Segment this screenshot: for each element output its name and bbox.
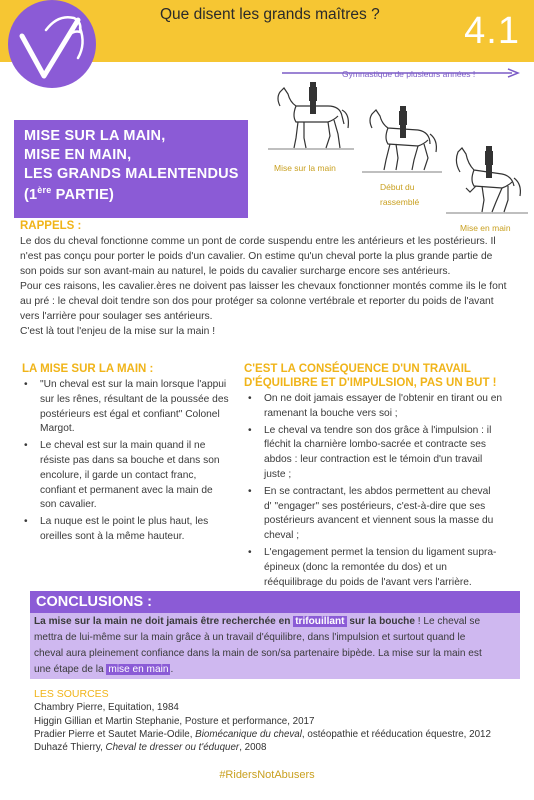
left-col-list [20,378,234,545]
title-line-4: (1ère PARTIE) [24,185,114,203]
logo-horse-check-icon [0,0,110,120]
figure-caption-mise-sur-la-main: Mise sur la main [274,163,336,173]
highlight-mise-en-main: mise en main [108,664,169,675]
list-item: • En se contractant, les abdos permettent au cheval d' "engager" ses postérieurs, c'est-à-dire que ses postérieurs avancent et viennent sous la masse du cheval ; [248,485,494,542]
source-item: Higgin Gillian et Martin Stephanie, Posture et performance, 2017 [34,716,315,727]
section-number: 4.1 [464,10,520,52]
source-item: Duhazé Thierry, Cheval te dresser ou t'éduquer, 2008 [34,742,267,752]
rappels-body: Le dos du cheval fonctionne comme un pont de corde suspendu entre les antérieurs et les postérieurs. Il n'est pas conçu pour porter le poids d'un cavalier. On estime qu'un cheval porte la plus grande partie de son poids sur son avant-main au naturel, le poids du cavalier surcharge encore ses antérieurs. Pour ces raisons, les cavalier.ères ne doivent pas laisser les chevaux fonctionner montés comme ils le font au pré : le cheval doit tendre son dos pour protéger sa colonne vertébrale et reporter du poids de l'avant vers l'arrière pour soulager ses antérieurs. C'est là tout l'enjeu de la mise sur la main ! [20,236,507,337]
list-item: • Le cheval est sur la main quand il ne résiste pas dans sa bouche et dans son encolure, il garde un contact franc, confiant et permanent avec la main de son cavalier. [24,440,220,511]
source-item: Chambry Pierre, Equitation, 1984 [34,702,179,713]
source-item: Pradier Pierre et Sautet Marie-Odile, Biomécanique du cheval, ostéopathie et rééducation équestre, 2012 [34,729,491,740]
footer-hashtag: #RidersNotAbusers [219,769,315,781]
header-title: Que disent les grands maîtres ? [160,6,380,23]
list-item: • L'engagement permet la tension du ligament supra- épineux (donc la remontée du dos) et un rééquilibrage du poids de l'avant vers l'arrière. [248,546,497,588]
list-item: • La nuque est le point le plus haut, les oreilles sont à la même hauteur. [24,516,209,542]
horse-rider-illustration-3 [446,142,528,216]
list-item: • On ne doit jamais essayer de l'obtenir en tirant ou en ramenant la bouche vers soi ; [248,393,503,419]
conclusions-text: La mise sur la main ne doit jamais être recherchée en trifouillant sur la bouche ! Le cheval se mettra de lui-même sur la main grâce à un travail d'équilibre, dans l'impulsion et surtout quand le cheval aura pleinement confiance dans la main de son/sa partenaire bipède. La mise sur la main est une étape de la mise en main . [34,616,482,675]
horse-rider-illustration-1 [268,80,354,152]
list-item: • Le cheval va tendre son dos grâce à l'impulsion : il fléchit la charnière lombo-sacrée et contracte ses abdos : leur contraction est le témoin d'un travail juste ; [248,424,492,480]
right-col-heading: C'EST LA CONSÉQUENCE D'UN TRAVAIL D'ÉQUILIBRE ET D'IMPULSION, PAS UN BUT ! [244,363,497,389]
rappels-heading: RAPPELS : [20,220,82,232]
figure-caption-mise-en-main: Mise en main [460,223,511,233]
right-col-list [244,392,524,590]
left-col-heading: LA MISE SUR LA MAIN : [22,363,154,375]
conclusions-heading: CONCLUSIONS : [36,594,152,610]
highlight-trifouillant: trifouillant [295,616,345,627]
sources-heading: LES SOURCES [34,688,109,700]
title-line-1: MISE SUR LA MAIN, [24,128,166,144]
horse-rider-illustration-2 [362,104,442,176]
title-line-3: LES GRANDS MALENTENDUS [24,166,239,182]
title-line-2: MISE EN MAIN, [24,147,132,163]
figure-caption-debut-line2: rassemblé [380,197,420,207]
timeline-label: Gymnastique de plusieurs années ! [342,69,476,79]
figure-caption-debut-line1: Début du [380,182,415,192]
list-item: • "Un cheval est sur la main lorsque l'appui sur les rênes, résultant de la poussée des postérieurs est égal et confiant" Colonel Margot. [24,379,229,435]
